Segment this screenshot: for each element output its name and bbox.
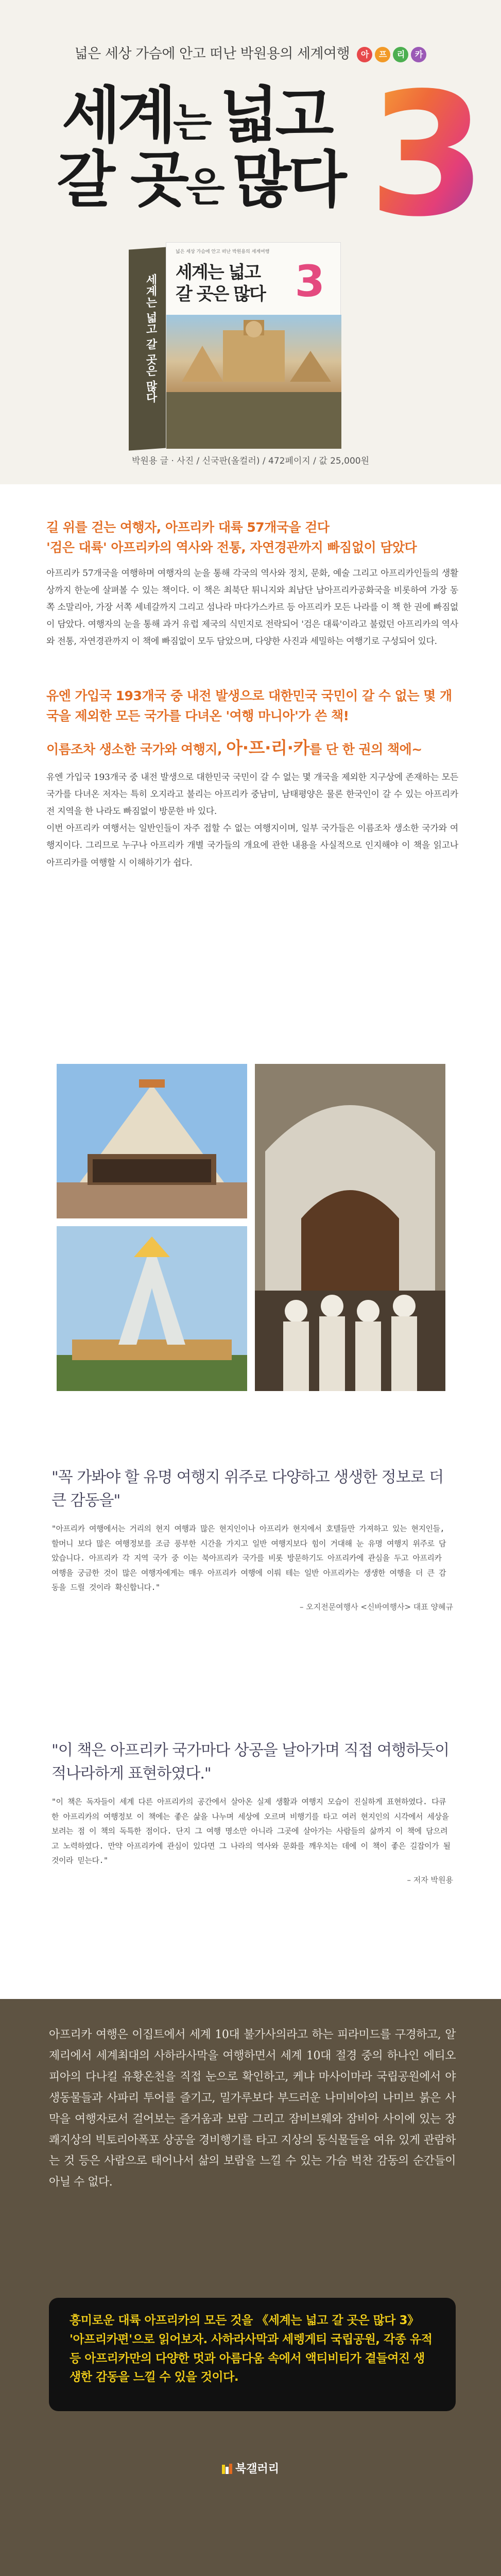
title-particle: 은 [186, 164, 233, 211]
testimonial-2 [51, 1739, 453, 1885]
hero-header [0, 0, 501, 484]
testimonial-body: "아프리카 여행에서는 거리의 현지 여행과 많은 현지인이나 아프리카 현지에서 호텔들만 가져하고 있는 현지인들, 할머니 보다 많은 여행정보를 조금 풍부한 시간을 가지고 일반 여행지보다 힘이 거대해 눈 유명 여행지 위주로 담았습니다. 아프리카 각 지역 국가 중 이는 북아프리카 국가를 비롯 방문하기도 아프리카에 관심을 두고 아프리카 여행을 궁금한 것이 많은 여행자에게는 매우 아프리카 여행에 이뤄 테는 일반 아프리카는 생생한 여행을 더 큰 감동을 드릴 것이라 확신합니다." [51, 1524, 446, 1592]
series-dot: 프 [375, 47, 390, 62]
cover-title-1: 세계는 넓고 [176, 262, 261, 283]
paragraph: 이번 아프리카 여행서는 일반인들이 자주 접할 수 없는 여행지이며, 일부 국가들은 이름조차 생소한 국가와 여행지이다. 그리므로 누구나 아프리카 개별 국가들의 개요에 관한 내용을 사실적으로 인지해야 이 책을 읽고나 아프리카를 여행할 시 이해하기가 쉽다. [46, 823, 458, 868]
series-dot: 아 [357, 47, 372, 62]
testimonial-headline: "이 책은 아프리카 국가마다 상공을 날아가며 직접 여행하듯이 적나라하게 표현하였다." [51, 1741, 450, 1783]
headline: 유엔 가입국 193개국 중 내전 발생으로 대한민국 국민이 갈 수 없는 몇 개국을 제외한 모든 국가를 다녀온 '여행 마니아'가 쓴 책! [46, 688, 452, 723]
closing-paragraph: 아프리카 여행은 이집트에서 세계 10대 불가사의라고 하는 피라미드를 구경하고, 알제리에서 세계최대의 사하라사막을 여행하면서 세계 10대 절경 중의 하나인 에티오피아의 다나킬 유황온천을 직접 눈으로 확인하고, 케냐 마사이마라 국립공원에서 야생동물들과 사파리 투어를 즐기고, 밀가루보다 부드러운 나미비아의 나미브 붉은 사막을 여행자로서 걸어보는 즐거움과 보람 그리고 잠비브웨와 잠비아 사이에 있는 장쾌지상의 빅토리아폭포 상공을 경비행기를 타고 지상의 동식물들을 여유 있게 관람하는 것 등은 사람으로 태어나서 삶의 보람을 느낄 수 있는 가슴 벅찬 감동의 순간들이 아닐 수 없다. [49, 2028, 456, 2189]
book-cover-image [129, 242, 371, 453]
hero-title-line2 [57, 144, 344, 215]
headline-part: 이름조차 생소한 국가와 여행지, [46, 741, 227, 757]
photo-church-ceremony [255, 1064, 445, 1391]
testimonial-headline: "꼭 가봐야 할 유명 여행지 위주로 다양하고 생생한 정보로 더 큰 감동을" [51, 1468, 444, 1510]
book-front [166, 242, 341, 448]
testimonial-source: – 저자 박원용 [407, 1875, 453, 1885]
callout-box [49, 2298, 456, 2411]
photo-monument [57, 1226, 247, 1391]
cover-band [166, 392, 341, 449]
photo-collage [0, 1064, 501, 1394]
book-info: 박원용 글 · 사진 / 신국판(올컬러) / 472페이지 / 값 25,000원 [132, 456, 369, 466]
photo-conical-building [57, 1064, 247, 1218]
volume-number: 3 [368, 56, 487, 254]
cover-subtitle: 넓은 세상 가슴에 안고 떠난 박원용의 세계여행 [176, 249, 270, 255]
hero-title-line1 [62, 80, 331, 151]
series-dot: 리 [393, 47, 408, 62]
headline-part: 를 단 한 권의 책에~ [309, 741, 422, 757]
testimonial-1 [51, 1466, 453, 1612]
title-word: 갈 곳 [57, 144, 186, 215]
paragraph: 아프리카 57개국을 여행하며 여행자의 눈을 통해 각국의 역사와 정치, 문화, 예술 그리고 아프리카인들의 생활상까지 한눈에 살펴볼 수 있는 책이다. 이 책은 최북단 튀니지와 최남단 남아프리카공화국을 비롯하여 가장 동쪽 소말리아, 가장 서쪽 세네갈까지 그리고 섬나라 마다가스카르 등 아프리카 모든 나라를 이 책 한 권에 빠짐없이 담았다. 여행자의 눈을 통해 과거 유럽 제국의 식민지로 전락되어 '검은 대륙'이라고 불렀던 아프리카의 역사와 전통, 자연경관까지 이 책에 빠짐없이 모두 담았으며, 다양한 사진과 세밀하는 여행기로 구성되어 있다. [46, 568, 458, 647]
title-word: 세계 [62, 80, 173, 151]
title-word: 많다 [232, 144, 344, 215]
closing-section [0, 1999, 501, 2576]
headline [46, 735, 458, 761]
testimonial-source: – 오지전문여행사 <신바여행사> 대표 양혜규 [299, 1602, 453, 1612]
publisher-icon [222, 2464, 232, 2475]
title-word: 넓고 [219, 80, 331, 151]
callout-text: 흥미로운 대륙 아프리카의 모든 것을 《세계는 넓고 갈 곳은 많다 3》 '아프리카편'으로 읽어보자. 사하라사막과 세렝게티 국립공원, 각종 유적 등 아프리카만의 다양한 멋과 아름다움 속에서 액티비티가 곁들여진 생생한 감동을 느낄 수 있을 것이다. [70, 2314, 433, 2384]
hero-subtitle-text: 넓은 세상 가슴에 안고 떠난 박원용의 세계여행 [74, 46, 350, 62]
headline: 길 위를 걷는 여행자, 아프리카 대륙 57개국을 걷다 [46, 520, 330, 535]
testimonial-body: "이 책은 독자들이 세계 다른 아프리카의 공간에서 살아온 실제 생활과 여행지 모습이 진실하게 표현하였다. 다큐한 아프리카의 여행정보 이 책에는 좋은 삶을 나누며 세상에 오르며 비행기를 타고 여러 현지인의 시각에서 세상을 보려는 점 이 책의 독특한 점이다. 단지 그 여행 명소만 아니라 그곳에 살아가는 사람들의 삶까지 이 책에 담으려고 노력하였다. 만약 아프리카에 관심이 있다면 그 나라의 역사와 문화를 깨우치는 데에 이 책이 좋은 길잡이가 될 것이라 믿는다." [51, 1797, 451, 1865]
publisher-name: 북갤러리 [235, 2463, 279, 2476]
volume-number-graphic [368, 56, 487, 254]
cover-number: 3 [295, 256, 325, 307]
paragraph: 유엔 가입국 193개국 중 내전 발생으로 대한민국 국민이 갈 수 없는 몇 개국을 제외한 지구상에 존재하는 모든 국가를 다녀온 저자는 특히 오지라고 불리는 아프리카 중남미, 남태평양은 물론 한국인이 갈 수 있는 아프리카 전 지역을 한 나라도 빠짐없이 방문한 바 있다. [46, 772, 458, 817]
headline: '검은 대륙' 아프리카의 역사와 전통, 자연경관까지 빠짐없이 담았다 [46, 539, 417, 555]
publisher-logo [0, 2460, 501, 2476]
intro-section [46, 513, 458, 872]
cover-title-2: 갈 곳은 많다 [176, 284, 265, 304]
spine-title: 세계는 넓고 갈 곳은 많다 [144, 273, 157, 404]
title-particle: 는 [172, 100, 220, 146]
series-dot: 카 [411, 47, 426, 62]
book-spine [129, 247, 167, 450]
cover-photo [166, 315, 341, 392]
headline-part: 아·프·리·카 [226, 737, 309, 758]
